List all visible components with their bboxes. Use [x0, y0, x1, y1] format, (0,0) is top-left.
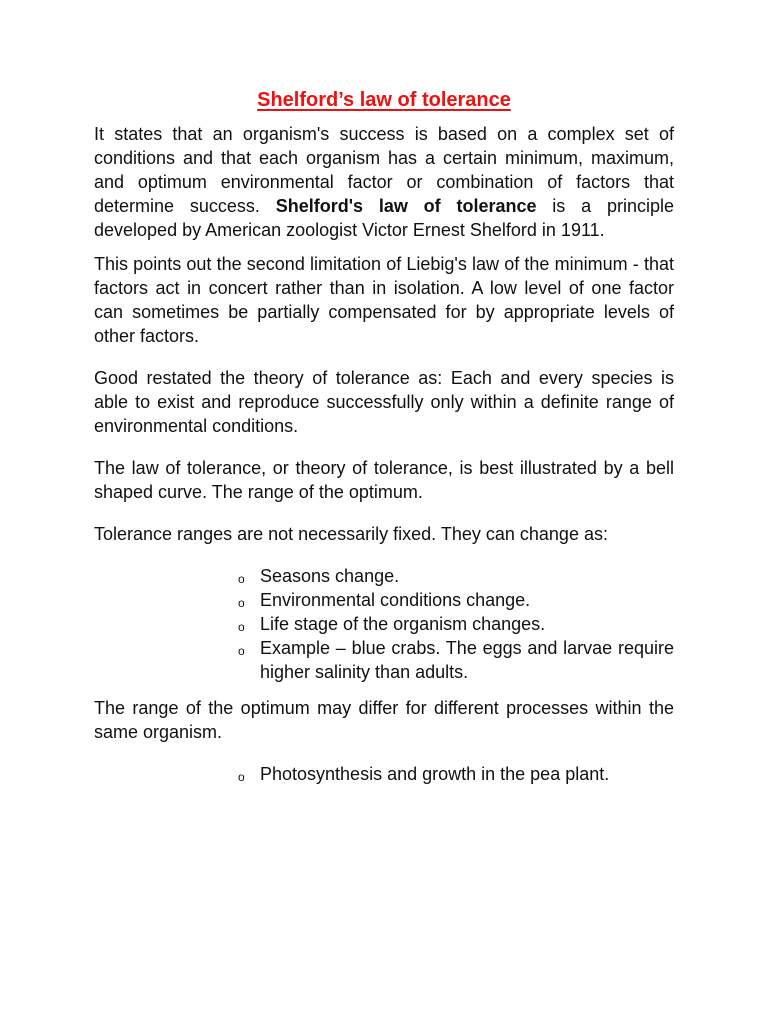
bullet-icon: o	[238, 644, 245, 658]
paragraph-liebig: This points out the second limitation of Liebig's law of the minimum - that factors act in concert rather than in isolation. A low level of one factor can sometimes be partially compensated for by appropriate levels of other factors.	[94, 254, 674, 346]
document-page	[94, 86, 674, 798]
list-item-text: Example – blue crabs. The eggs and larvae require higher salinity than adults.	[260, 638, 674, 682]
bullet-icon: o	[238, 596, 245, 610]
list-item	[234, 564, 674, 588]
paragraph-range-optimum: The range of the optimum may differ for different processes within the same organism.	[94, 698, 674, 742]
list-item	[234, 612, 674, 636]
list-item-text: Photosynthesis and growth in the pea plant.	[260, 764, 610, 784]
process-list	[94, 762, 674, 786]
list-item	[234, 762, 674, 786]
list-item-text: Environmental conditions change.	[260, 590, 531, 610]
bullet-icon: o	[238, 620, 245, 634]
definition-text-start: It states that an organism's success is based on a complex set of conditions and that each organism has a certain minimum, maximum, and optimum environmental factor or combination of factors that determine success.	[94, 124, 674, 216]
change-list	[94, 564, 674, 684]
list-item	[234, 636, 674, 684]
paragraph-bell-curve: The law of tolerance, or theory of tolerance, is best illustrated by a bell shaped curve. The range of the optimum.	[94, 458, 674, 502]
list-item	[234, 588, 674, 612]
bullet-icon: o	[238, 572, 245, 586]
definition-text-end: is a principle developed by American zoologist Victor Ernest Shelford in 1911.	[94, 196, 674, 240]
bullet-icon: o	[238, 770, 245, 784]
list-item-text: Life stage of the organism changes.	[260, 614, 546, 634]
definition-bold-term: Shelford's law of tolerance	[275, 196, 537, 216]
paragraph-definition	[94, 122, 674, 242]
paragraph-good-restated: Good restated the theory of tolerance as: Each and every species is able to exist and reproduce successfully only within a definite range of environmental conditions.	[94, 368, 674, 436]
page-title: Shelford’s law of tolerance	[257, 89, 511, 111]
list-item-text: Seasons change.	[260, 566, 400, 586]
paragraph-tolerance-ranges: Tolerance ranges are not necessarily fixed. They can change as:	[94, 524, 608, 544]
